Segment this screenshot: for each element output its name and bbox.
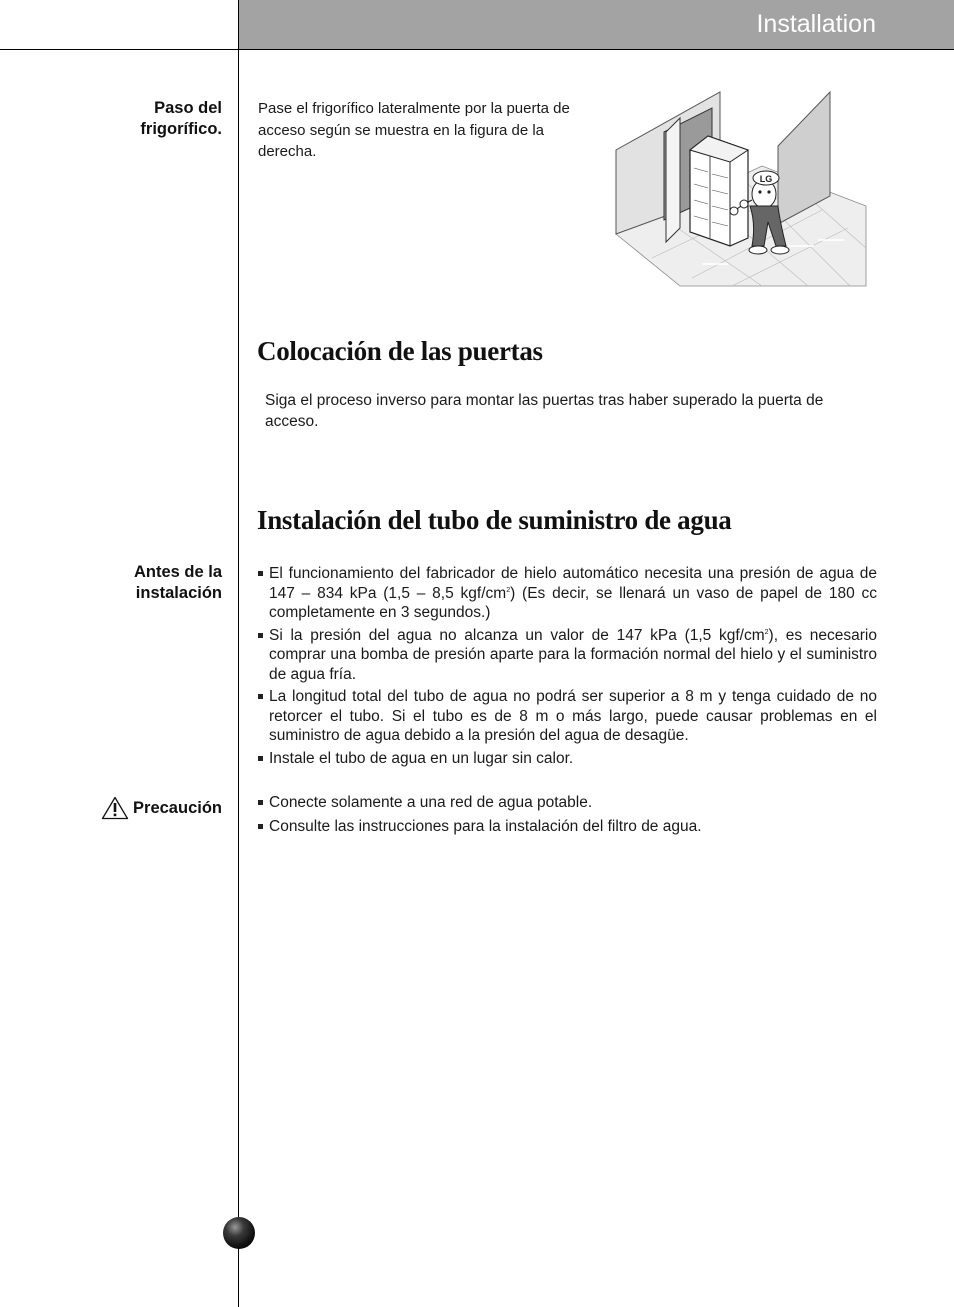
paso-label-line1: Paso del xyxy=(154,99,222,117)
list-item: El funcionamiento del fabricador de hielo automático necesita una presión de agua de 147 – 834 kPa (1,5 – 8,5 kgf/$cm^2$) (Es decir, se llenará un vaso de papel de 180 cc completamente en 3 segundos.) xyxy=(257,564,877,623)
list-item: Si la presión del agua no alcanza un valor de 147 kPa (1,5 kgf/$cm^2$), es necesario comprar una bomba de presión aparte para la formación normal del hielo y el suministro de agua fría. xyxy=(257,626,877,685)
paso-side-label xyxy=(140,98,222,140)
vertical-margin-rule xyxy=(238,0,239,1307)
precaucion-bullet-list xyxy=(257,793,877,840)
list-item: Conecte solamente a una red de agua potable. xyxy=(257,793,877,813)
paso-label-line2: frigorífico. xyxy=(140,120,222,138)
section-header-bar xyxy=(238,0,954,50)
header-left-rule xyxy=(0,49,238,50)
instalacion-title: Instalación del tubo de suministro de agua xyxy=(257,505,732,535)
page-marker-ball-icon xyxy=(223,1217,255,1249)
warning-triangle-icon xyxy=(101,796,129,820)
mascot-cap-badge: LG xyxy=(759,174,773,184)
paso-instruction-text: Pase el frigorífico lateralmente por la puerta de acceso según se muestra en la figura de la derecha. xyxy=(258,100,570,160)
precaucion-side-label xyxy=(101,796,222,820)
antes-side-label xyxy=(134,562,222,604)
colocacion-text: Siga el proceso inverso para montar las puertas tras haber superado la puerta de acceso. xyxy=(265,392,824,430)
antes-label-line1: Antes de la xyxy=(133,563,222,581)
list-item: Consulte las instrucciones para la instalación del filtro de agua. xyxy=(257,817,877,837)
antes-bullet-list xyxy=(257,564,877,771)
colocacion-title: Colocación de las puertas xyxy=(257,336,543,366)
antes-label-line2: instalación xyxy=(135,584,222,602)
refrigerator-doorway-illustration xyxy=(612,88,868,288)
section-header-title: Installation xyxy=(756,10,876,38)
precaucion-label: Precaución xyxy=(133,798,222,817)
list-item: La longitud total del tubo de agua no podrá ser superior a 8 m y tenga cuidado de no retorcer el tubo. Si el tubo es de 8 m o más largo, puede causar problemas en el suministro de agua debido a la presión del agua de desagüe. xyxy=(257,687,877,746)
list-item: Instale el tubo de agua en un lugar sin calor. xyxy=(257,749,877,769)
